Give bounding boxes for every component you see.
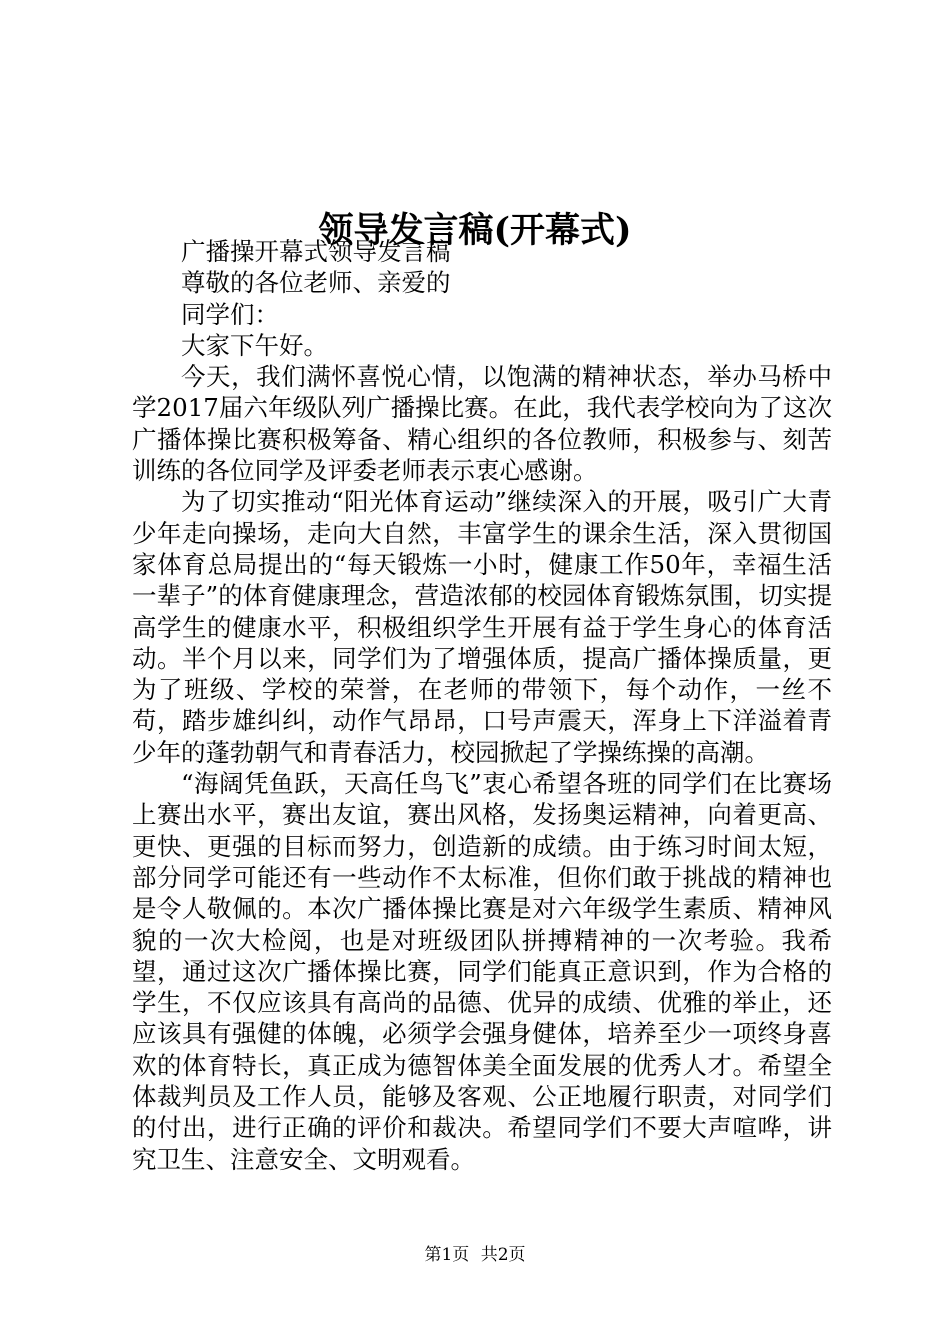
paragraph-greeting: 大家下午好。 <box>181 330 328 360</box>
document-body <box>132 236 832 1175</box>
paragraph-purpose: 为了切实推动“阳光体育运动”继续深入的开展，吸引广大青少年走向操场，走向大自然，丰富学生的课余生活，深入贯彻国家体育总局提出的“每天锻炼一小时，健康工作50年，幸福生活一辈子”的体育健康理念，营造浓郁的校园体育锻炼氛围，切实提高学生的健康水平，积极组织学生开展有益于学生身心的体育活动。半个月以来，同学们为了增强体质，提高广播体操质量，更为了班级、学校的荣誉，在老师的带领下，每个动作，一丝不苟，踏步雄纠纠，动作气昂昂，口号声震天，浑身上下洋溢着青少年的蓬勃朝气和青春活力，校园掀起了学操练操的高潮。 <box>132 487 832 767</box>
page-footer <box>0 1244 950 1266</box>
page-number: 第1页 <box>424 1245 470 1265</box>
paragraph-hopes: “海阔凭鱼跃，天高任鸟飞”衷心希望各班的同学们在比赛场上赛出水平，赛出友谊，赛出风格，发扬奥运精神，向着更高、更快、更强的目标而努力，创造新的成绩。由于练习时间太短，部分同学可能还有一些动作不太标准，但你们敢于挑战的精神也是令人敬佩的。本次广播体操比赛是对六年级学生素质、精神风貌的一次大检阅，也是对班级团队拼搏精神的一次考验。我希望，通过这次广播体操比赛，同学们能真正意识到，作为合格的学生，不仅应该具有高尚的品德、优异的成绩、优雅的举止，还应该具有强健的体魄，必须学会强身健体，培养至少一项终身喜欢的体育特长，真正成为德智体美全面发展的优秀人才。希望全体裁判员及工作人员，能够及客观、公正地履行职责，对同学们的付出，进行正确的评价和裁决。希望同学们不要大声喧哗，讲究卫生、注意安全、文明观看。 <box>132 769 832 1174</box>
paragraph-subtitle: 广播操开幕式领导发言稿 <box>181 237 451 266</box>
paragraph-salutation-2: 同学们： <box>181 299 279 329</box>
page-total: 共2页 <box>480 1245 526 1265</box>
document-title: 领导发言稿(开幕式) <box>318 210 632 252</box>
paragraph-opening: 今天，我们满怀喜悦心情，以饱满的精神状态，举办马桥中学2017届六年级队列广播操比赛。在此，我代表学校向为了这次广播体操比赛积极筹备、精心组织的各位教师，积极参与、刻苦训练的各位同学及评委老师表示衷心感谢。 <box>132 362 832 486</box>
paragraph-salutation-1: 尊敬的各位老师、亲爱的 <box>181 268 451 298</box>
